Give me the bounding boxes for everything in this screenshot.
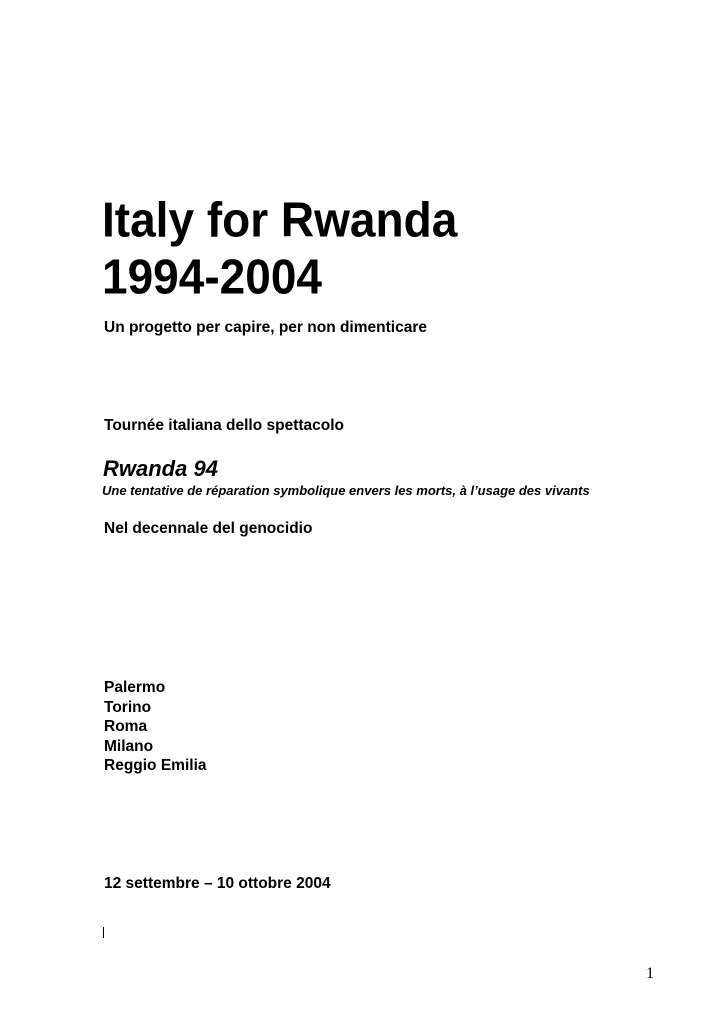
- city-item: Palermo: [104, 679, 166, 696]
- tour-label: Tournée italiana dello spettacolo: [104, 417, 345, 434]
- document-title-line-1: Italy for Rwanda: [102, 191, 458, 247]
- show-title: Rwanda 94: [103, 456, 218, 481]
- city-item: Torino: [104, 698, 152, 716]
- page-number: 1: [646, 965, 654, 982]
- text-cursor-mark: [103, 927, 104, 938]
- city-item: Roma: [104, 718, 148, 735]
- document-title-line-2: 1994-2004: [102, 248, 322, 304]
- city-item: Reggio Emilia: [104, 757, 207, 774]
- project-subtitle: Un progetto per capire, per non dimenticare: [104, 319, 427, 336]
- city-list: [104, 678, 207, 776]
- city-item: Milano: [104, 737, 154, 755]
- tour-dates: 12 settembre – 10 ottobre 2004: [104, 875, 331, 892]
- show-subtitle: Une tentative de réparation symbolique envers les morts, à l’usage des vivants: [102, 483, 590, 498]
- decennial-note: Nel decennale del genocidio: [104, 520, 313, 537]
